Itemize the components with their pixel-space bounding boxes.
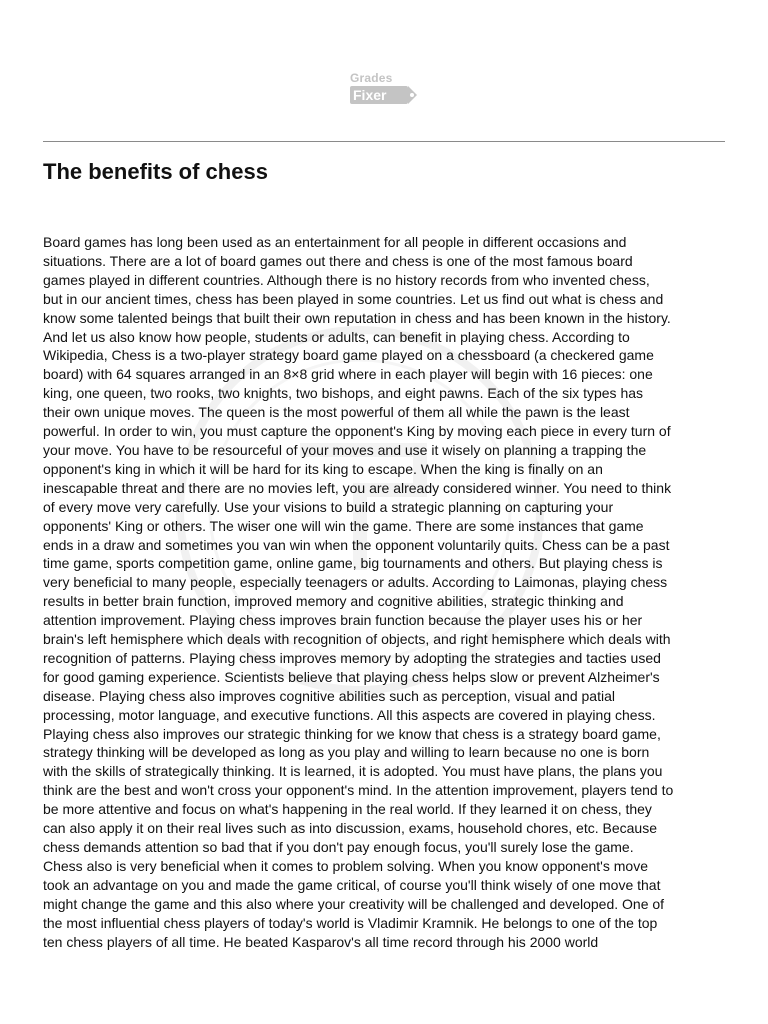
- body-text-line: Wikipedia, Chess is a two-player strategy board game played on a chessboard (a checkered game: [43, 347, 654, 364]
- body-text-line: powerful. In order to win, you must capture the opponent's King by moving each piece in every turn of: [43, 423, 671, 440]
- body-text-line: inescapable threat and there are no movies left, you are already considered winner. You need to think: [43, 479, 672, 496]
- body-text-line: opponent's king in which it will be hard for its king to escape. When the king is finally on an: [43, 460, 603, 477]
- body-text-line: think are the best and won't cross your opponent's mind. In the attention improvement, players tend to: [43, 782, 674, 799]
- body-text-line: brain's left hemisphere which deals with recognition of objects, and right hemisphere which deals with: [43, 631, 671, 648]
- body-text-line: of every move very carefully. Use your visions to build a strategic planning on capturing your: [43, 498, 614, 515]
- body-text-line: recognition of patterns. Playing chess improves memory by adopting the strategies and tacties used: [43, 649, 661, 666]
- body-text-line: your move. You have to be resourceful of your moves and use it wisely on planning a trapping the: [43, 441, 647, 458]
- gradesfixer-logo: [349, 71, 421, 107]
- body-text-line: took an advantage on you and made the game critical, of course you'll think wisely of one move that: [43, 876, 661, 893]
- body-text-line: be more attentive and focus on what's happening in the real world. If they learned it on chess, they: [43, 801, 652, 818]
- body-text-line: ten chess players of all time. He beated Kasparov's all time record through his 2000 world: [43, 933, 599, 950]
- logo-top-text: Grades: [350, 71, 393, 85]
- body-text-line: might change the game and this also where your creativity will be challenged and developed. One of: [43, 895, 665, 912]
- body-text-line: situations. There are a lot of board games out there and chess is one of the most famous board: [43, 252, 633, 269]
- body-text-line: board) with 64 squares arranged in an 8×8 grid where in each player will begin with 16 pieces: one: [43, 366, 653, 383]
- body-text-line: attention improvement. Playing chess improves brain function because the player uses his or her: [43, 612, 643, 629]
- body-text-line: time game, sports competition game, online game, big tournaments and others. But playing chess is: [43, 555, 663, 572]
- body-text-line: but in our ancient times, chess has been played in some countries. Let us find out what is chess and: [43, 290, 664, 307]
- body-text-line: Chess also is very beneficial when it comes to problem solving. When you know opponent's move: [43, 857, 648, 874]
- body-text-line: their own unique moves. The queen is the most powerful of them all while the pawn is the least: [43, 404, 630, 421]
- body-text-line: chess demands attention so bad that if you don't pay enough focus, you'll surely lose the game.: [43, 839, 634, 855]
- body-text-line: ends in a draw and sometimes you van win when the opponent voluntarily quits. Chess can be a past: [43, 536, 670, 553]
- body-text-line: with the skills of strategically thinking. It is learned, it is adopted. You must have plans, the plans you: [43, 763, 663, 780]
- logo-tag-hole-icon: [410, 93, 414, 97]
- body-text-line: disease. Playing chess also improves cognitive abilities such as perception, visual and patial: [43, 687, 615, 704]
- document-title: The benefits of chess: [43, 159, 268, 184]
- body-text-line: for good gaming experience. Scientists believe that playing chess helps slow or prevent Alzheimer's: [43, 668, 660, 685]
- document-body: [43, 233, 733, 951]
- logo-tag: [350, 86, 408, 104]
- body-text-line: king, one queen, two rooks, two knights, two bishops, and eight pawns. Each of the six types has: [43, 385, 644, 402]
- body-text-line: Playing chess also improves our strategic thinking for we know that chess is a strategy board game,: [43, 725, 661, 742]
- body-text-line: strategy thinking will be developed as long as you play and willing to learn because no one is born: [43, 744, 650, 761]
- body-text-line: know some talented beings that built their own reputation in chess and has been known in the history.: [43, 309, 671, 326]
- logo-tag-text: Fixer: [353, 87, 387, 103]
- body-text-line: very beneficial to many people, especially teenagers or adults. According to Laimonas, playing chess: [43, 574, 668, 591]
- body-text-line: processing, motor language, and executive functions. All this aspects are covered in playing chess.: [43, 706, 656, 723]
- body-text-line: results in better brain function, improved memory and cognitive abilities, strategic thinking and: [43, 593, 624, 610]
- body-text-line: Board games has long been used as an entertainment for all people in different occasions and: [43, 234, 627, 250]
- body-text-line: can also apply it on their real lives such as into discussion, exams, household chores, etc. Because: [43, 820, 657, 837]
- body-text-line: the most influential chess players of today's world is Vladimir Kramnik. He belongs to one of the top: [43, 914, 658, 931]
- header-divider: [43, 141, 725, 142]
- body-text-line: games played in different countries. Although there is no history records from who invented chess,: [43, 271, 650, 288]
- body-text-line: And let us also know how people, students or adults, can benefit in playing chess. According to: [43, 328, 630, 345]
- body-text-line: opponents' King or others. The wiser one will win the game. There are some instances that game: [43, 517, 644, 534]
